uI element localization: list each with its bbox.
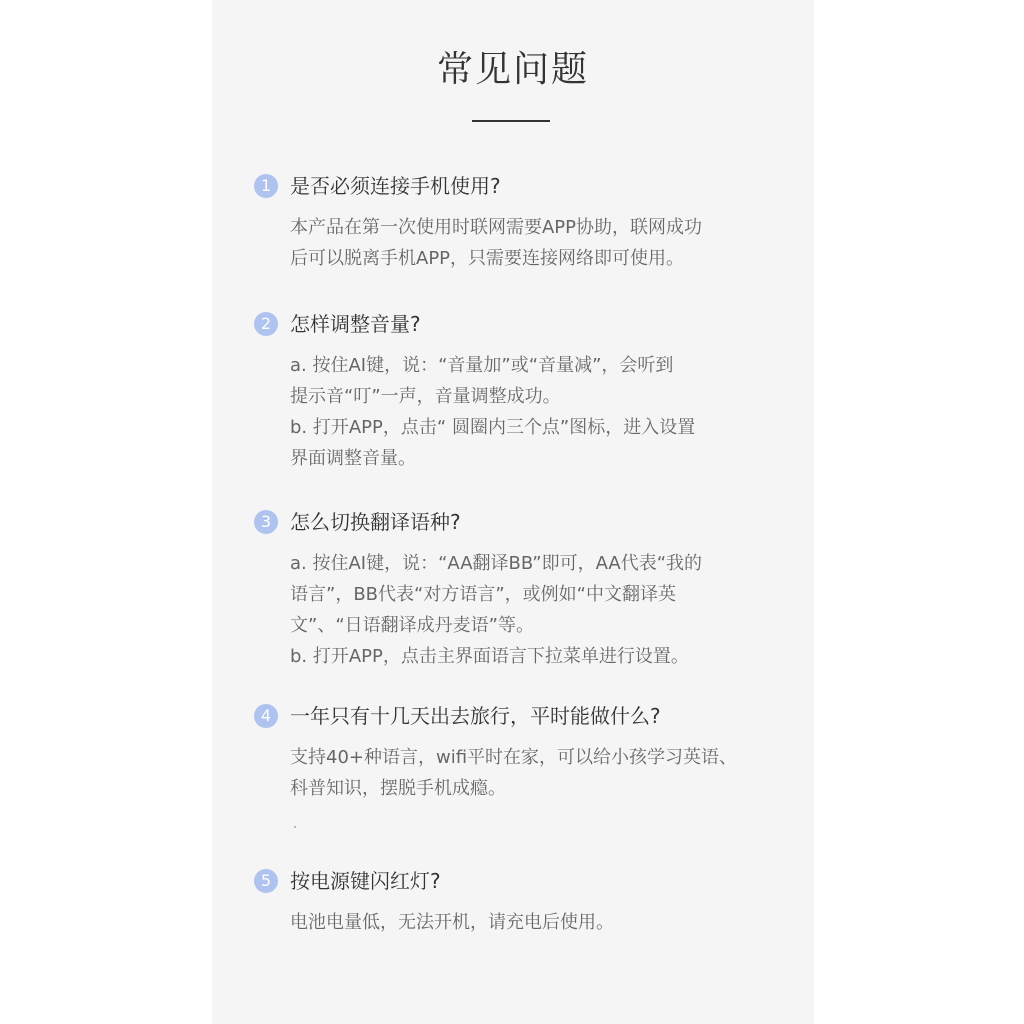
- title-divider: [472, 120, 550, 122]
- question-row: [254, 866, 784, 896]
- answer-line: a. 按住AI键，说：“AA翻译BB”即可，AA代表“我的: [290, 553, 703, 574]
- answer-line: 本产品在第一次使用时联网需要APP协助，联网成功: [290, 217, 703, 238]
- number-badge: 4: [254, 704, 278, 728]
- faq-item-5: [254, 866, 784, 938]
- faq-item-4: [254, 701, 784, 804]
- faq-item-3: [254, 507, 784, 672]
- question-text: 一年只有十几天出去旅行，平时能做什么?: [290, 704, 661, 728]
- question-text: 是否必须连接手机使用?: [290, 174, 501, 198]
- answer-line: a. 按住AI键，说：“音量加”或“音量减”，会听到: [290, 355, 674, 376]
- question-row: [254, 171, 784, 201]
- answer-line: 界面调整音量。: [290, 448, 416, 469]
- question-row: [254, 701, 784, 731]
- answer-line: 后可以脱离手机APP，只需要连接网络即可使用。: [290, 248, 685, 269]
- number-badge: 1: [254, 174, 278, 198]
- number-badge: 2: [254, 312, 278, 336]
- question-text: 怎样调整音量?: [290, 312, 421, 336]
- answer-line: 支持40+种语言，wifi平时在家，可以给小孩学习英语、: [290, 747, 738, 768]
- decorative-dot: [294, 826, 296, 828]
- answer-line: 语言”，BB代表“对方语言”，或例如“中文翻译英: [290, 584, 676, 605]
- answer-text: [290, 742, 784, 804]
- answer-line: 提示音“叮”一声，音量调整成功。: [290, 386, 561, 407]
- answer-text: [290, 548, 784, 672]
- question-text: 按电源键闪红灯?: [290, 869, 441, 893]
- faq-item-2: [254, 309, 784, 474]
- answer-text: [290, 350, 784, 474]
- answer-line: b. 打开APP，点击“ 圆圈内三个点”图标，进入设置: [290, 417, 696, 438]
- faq-item-1: [254, 171, 784, 274]
- answer-text: [290, 907, 784, 938]
- answer-line: 科普知识，摆脱手机成瘾。: [290, 778, 506, 799]
- question-text: 怎么切换翻译语种?: [290, 510, 461, 534]
- answer-text: [290, 212, 784, 274]
- faq-panel: [212, 0, 814, 1024]
- number-badge: 3: [254, 510, 278, 534]
- answer-line: 文”、“日语翻译成丹麦语”等。: [290, 615, 534, 636]
- question-row: [254, 507, 784, 537]
- answer-line: b. 打开APP，点击主界面语言下拉菜单进行设置。: [290, 646, 689, 667]
- page-title: 常见问题: [436, 49, 589, 90]
- question-row: [254, 309, 784, 339]
- answer-line: 电池电量低，无法开机，请充电后使用。: [290, 912, 614, 933]
- number-badge: 5: [254, 869, 278, 893]
